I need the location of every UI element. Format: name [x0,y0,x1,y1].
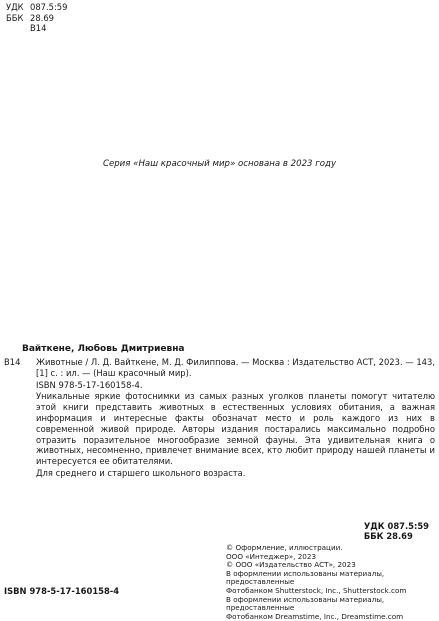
annotation: Уникальные яркие фотоснимки из самых разных уголков планеты помогут читателю этой книги представить животных в естественных условиях обитания, а важная информация и интересные факты обозначат место и роль каждого из них в современной живой природе. Авторы издания постарались максимально подробно отразить поразительное многообразие земной фауны. Эта удивительная книга о животных, несомненно, привлечет внимание всех, кто любит природу нашей планеты и интересуется ее обитателями. [36,391,435,467]
author-mark: В14 [4,357,21,367]
record-isbn: ISBN 978-5-17-160158-4. [36,379,143,390]
udk-value: 087.5:59 [30,2,68,12]
copyright-block [226,544,436,621]
bbk-label: ББК [6,12,24,23]
classification-header [6,2,67,34]
series-note: Серия «Наш красочный мир» основана в 2023 году [102,159,337,169]
copyright-line: Фотобанком Dreamstime, Inc., Dreamstime.com [226,611,404,621]
catalog-record [36,357,435,479]
copyright-line: Фотобанком Shutterstock, Inc., Shutterstock.com [226,585,407,595]
copyright-line: ООО «Интеджер», 2023 [226,551,317,561]
copyright-line: В оформлении использованы материалы, предоставленные [226,568,385,587]
copyright-line: В оформлении использованы материалы, предоставленные [226,594,385,613]
classification-footer [364,521,429,542]
udk-row [6,2,67,13]
author-mark-row [6,23,67,34]
copyright-line: © Оформление, иллюстрации. [226,543,343,552]
bbk-value: 28.69 [30,12,54,23]
author-mark-top: В14 [30,23,47,34]
author-heading: Вайткене, Любовь Дмитриевна [22,344,185,354]
audience-note: Для среднего и старшего школьного возраста. [36,467,246,478]
udk-bottom: УДК 087.5:59 [363,521,429,531]
bbk-bottom: ББК 28.69 [363,531,413,542]
bbk-row [6,13,67,24]
title-statement: Животные / Л. Д. Вайткене, М. Д. Филиппова. — Москва : Издательство АСТ, 2023. — 143, [1] с. : ил. — (Наш красочный мир). [36,357,435,378]
isbn-footer: ISBN 978-5-17-160158-4 [4,586,120,596]
copyright-line: © ООО «Издательство АСТ», 2023 [226,560,356,570]
udk-label: УДК [6,2,24,12]
